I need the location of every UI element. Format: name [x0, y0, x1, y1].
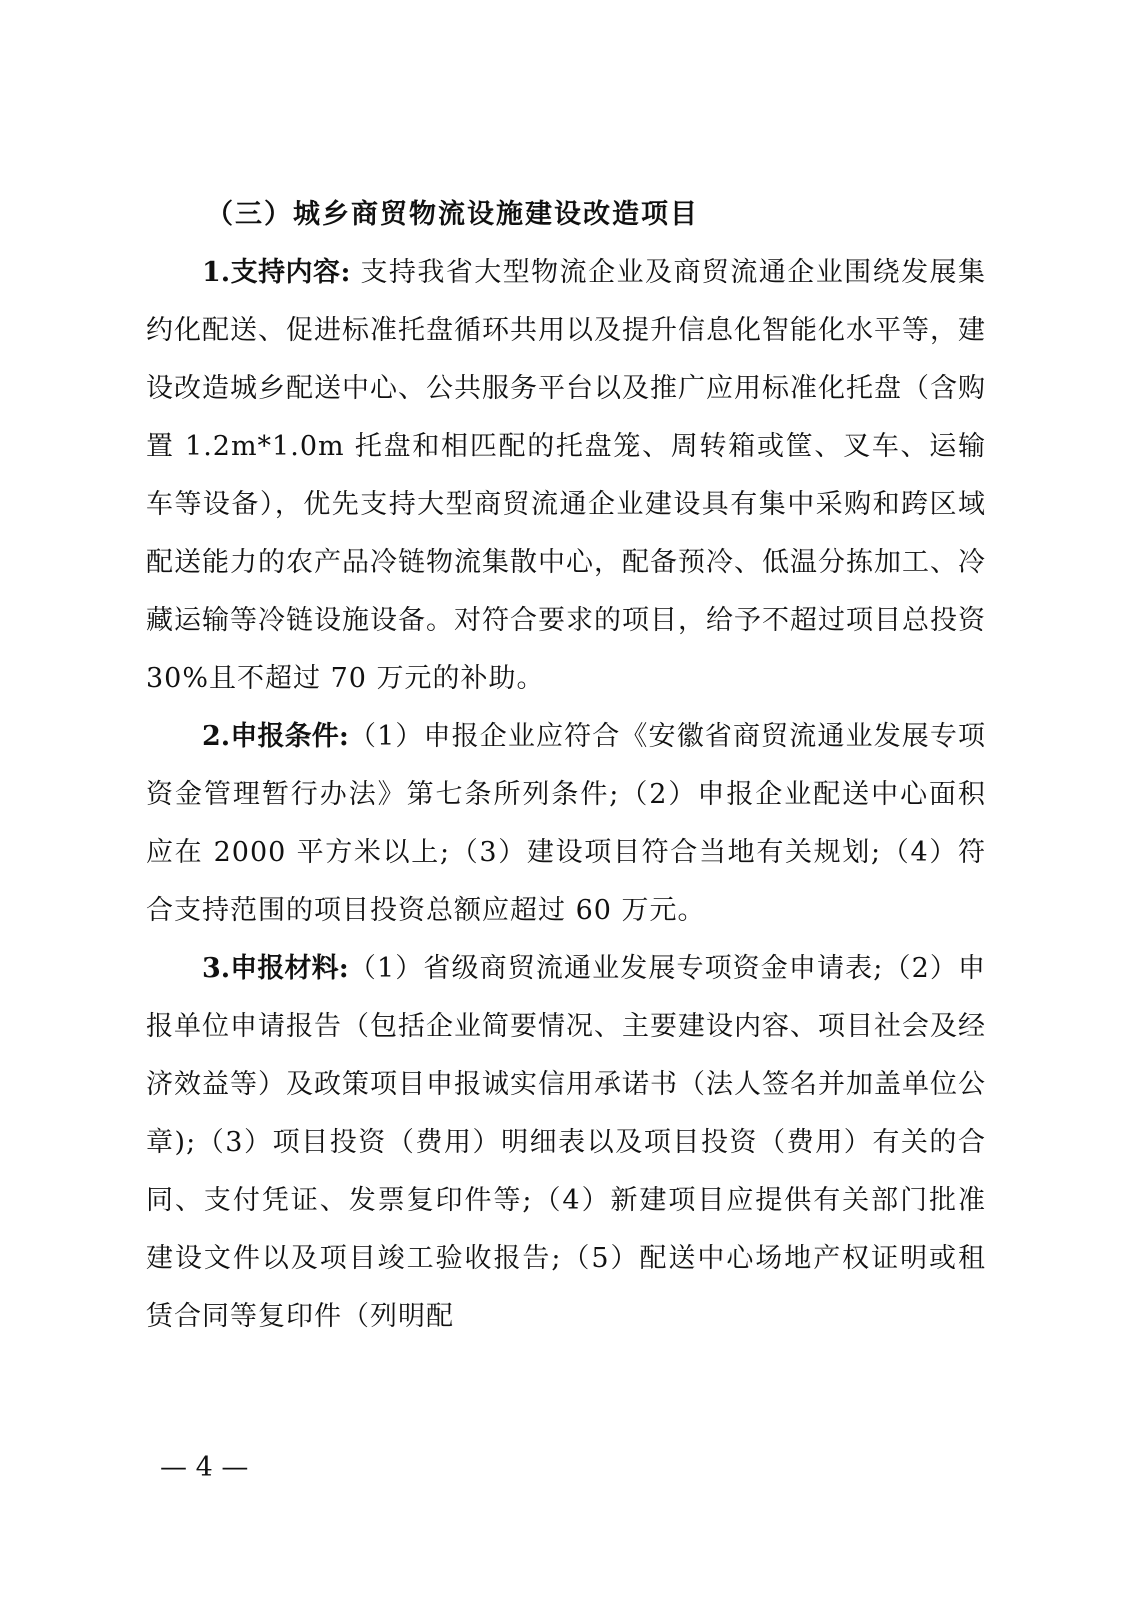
paragraph-body: 支持我省大型物流企业及商贸流通企业围绕发展集约化配送、促进标准托盘循环共用以及提升信息化智能化水平等，建设改造城乡配送中心、公共服务平台以及推广应用标准化托盘（含购置 1.2m*1.0m 托盘和相匹配的托盘笼、周转箱或筐、叉车、运输车等设备），优先支持大型商贸流通企业建设具有集中采购和跨区域配送能力的农产品冷链物流集散中心，配备预冷、低温分拣加工、冷藏运输等冷链设施设备。对符合要求的项目，给予不超过项目总投资 30%且不超过 70 万元的补助。: [146, 257, 986, 694]
document-body: [146, 186, 986, 1346]
paragraph-body: （1）申报企业应符合《安徽省商贸流通业发展专项资金管理暂行办法》第七条所列条件;（2）申报企业配送中心面积应在 2000 平方米以上;（3）建设项目符合当地有关规划;（4）符合支持范围的项目投资总额应超过 60 万元。: [146, 721, 986, 926]
page-number: — 4 —: [160, 1452, 249, 1483]
paragraph-lead: 3.申报材料:: [202, 953, 349, 984]
section-heading: （三）城乡商贸物流设施建设改造项目: [206, 199, 699, 230]
paragraph-lead: 2.申报条件:: [202, 721, 349, 752]
paragraph-application-conditions: [146, 708, 986, 940]
paragraph-lead: 1.支持内容:: [202, 257, 351, 288]
paragraph-body: （1）省级商贸流通业发展专项资金申请表;（2）申报单位申请报告（包括企业简要情况、主要建设内容、项目社会及经济效益等）及政策项目申报诚实信用承诺书（法人签名并加盖单位公章);（3）项目投资（费用）明细表以及项目投资（费用）有关的合同、支付凭证、发票复印件等;（4）新建项目应提供有关部门批准建设文件以及项目竣工验收报告;（5）配送中心场地产权证明或租赁合同等复印件（列明配: [146, 953, 987, 1332]
paragraph-support-content: [146, 244, 986, 708]
paragraph-application-materials: [146, 940, 986, 1346]
